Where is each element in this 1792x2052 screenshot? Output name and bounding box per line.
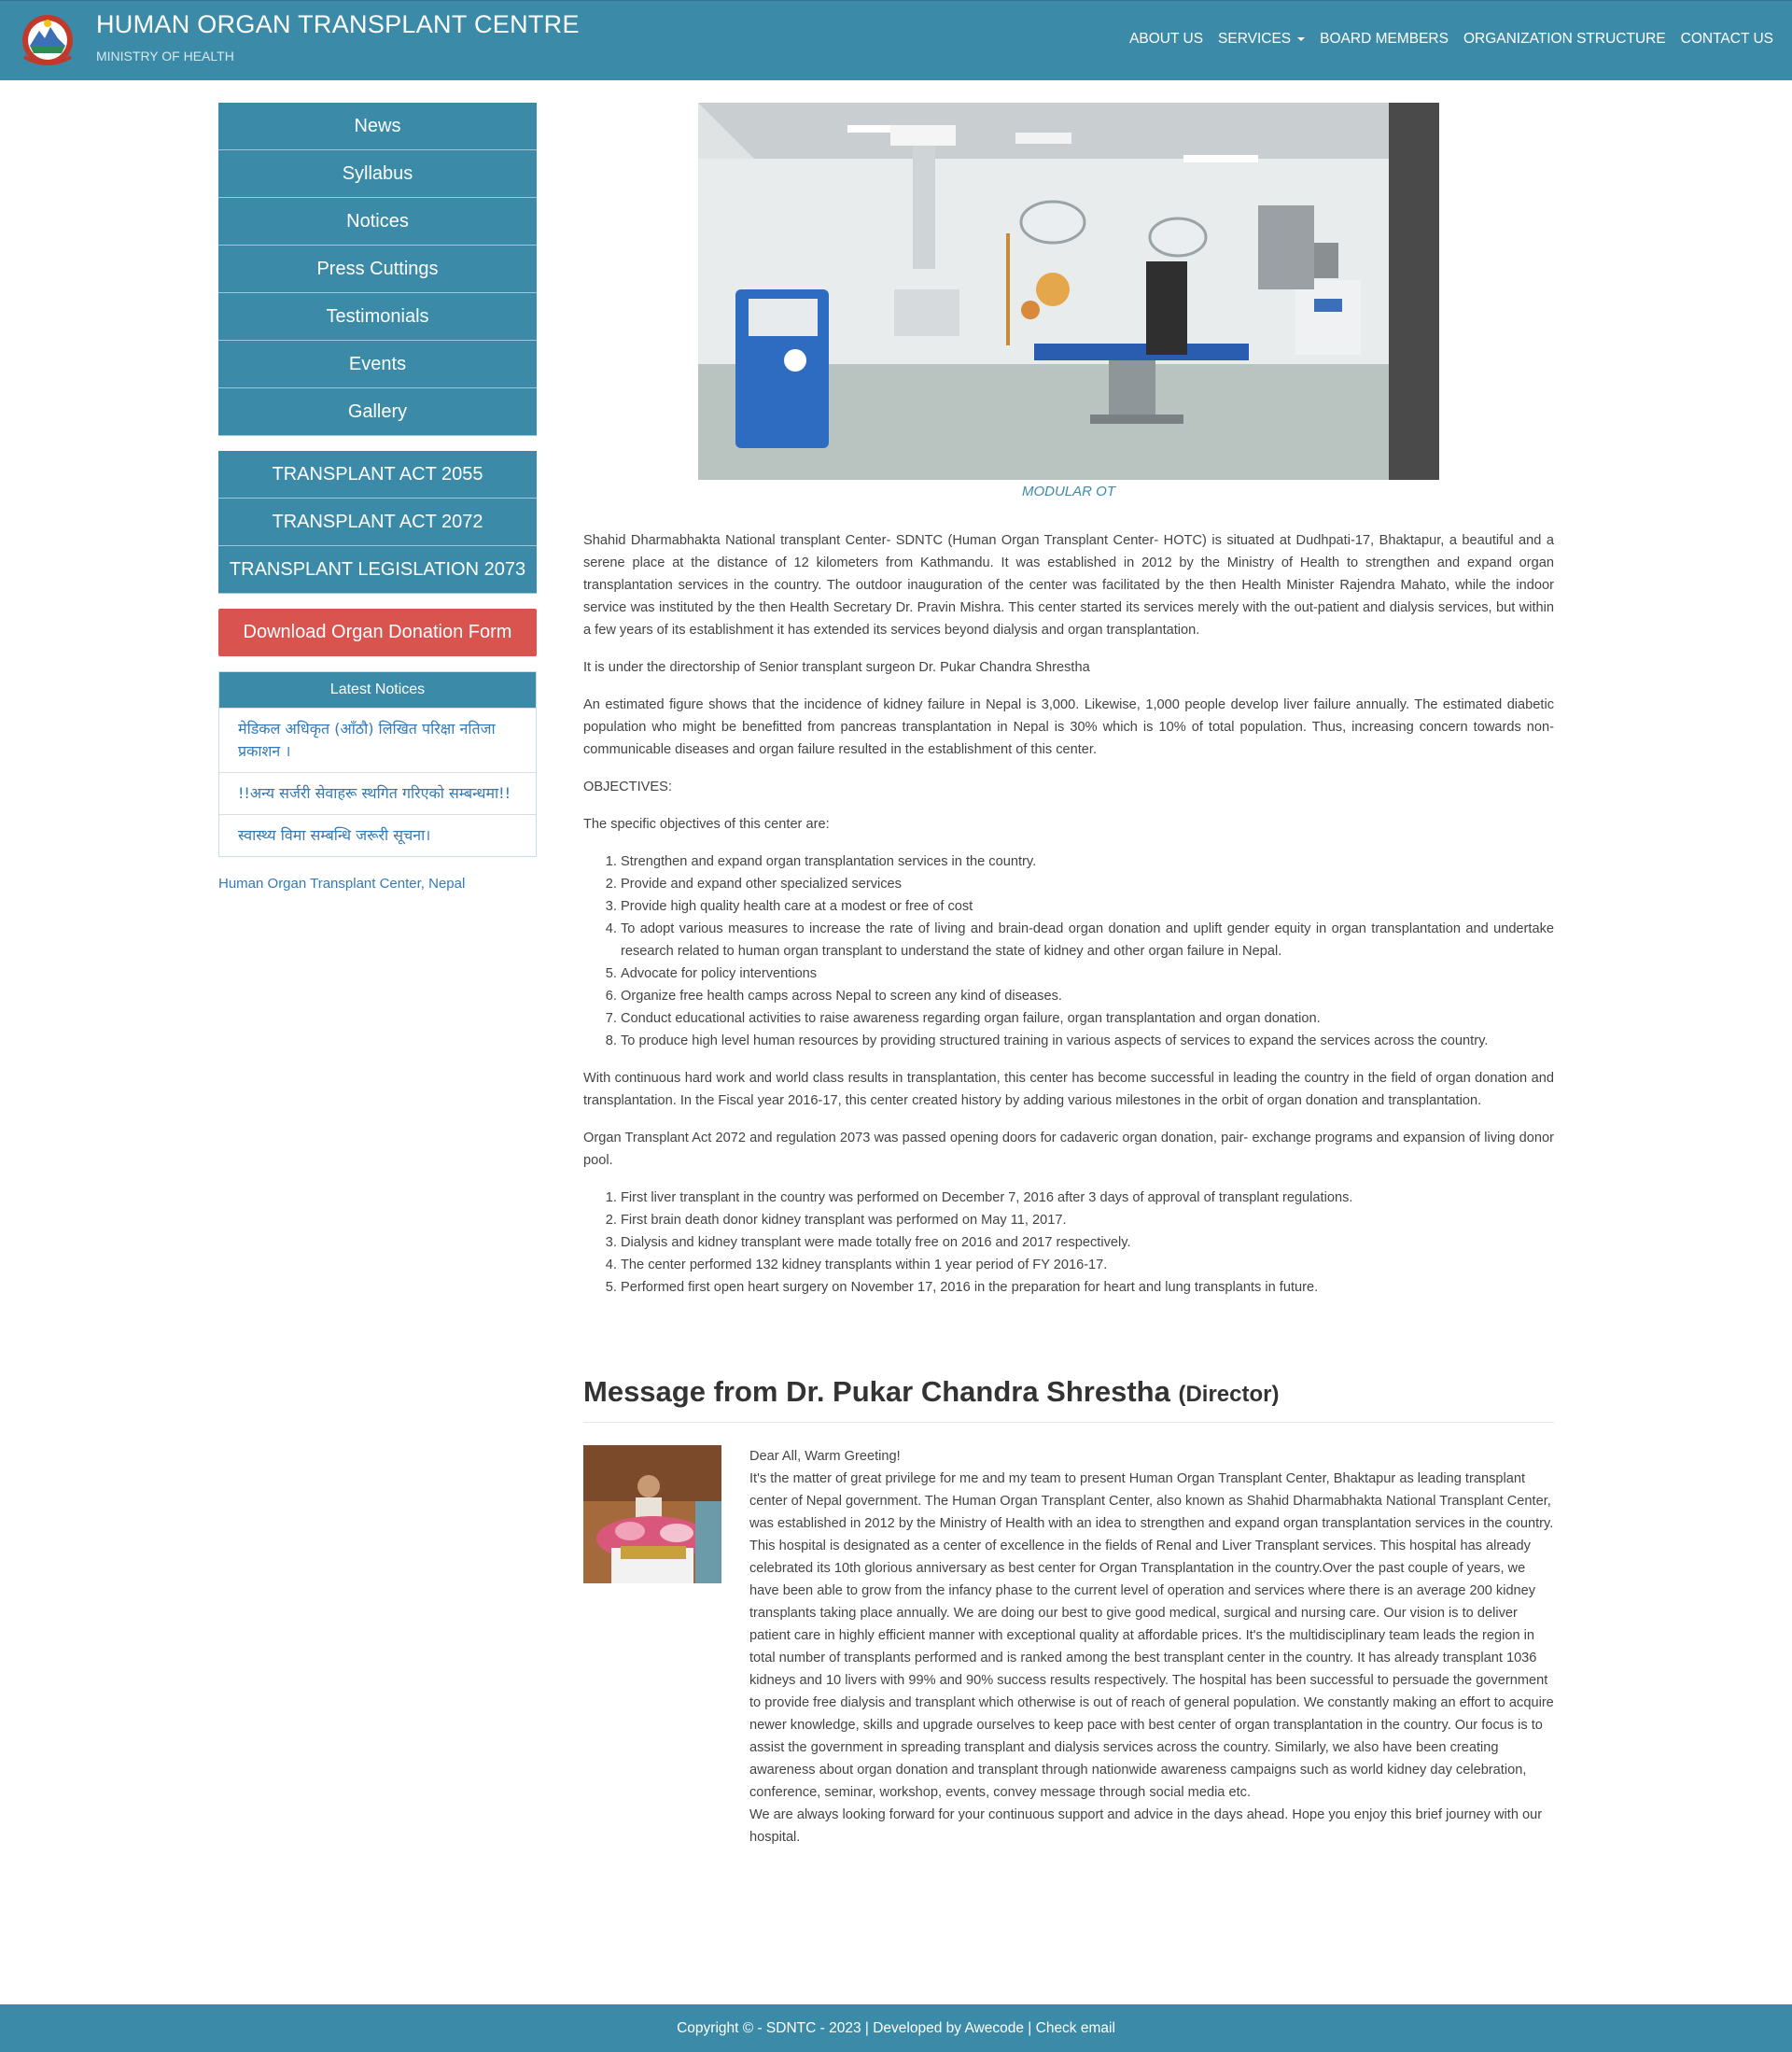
sidebar-item-press-cuttings[interactable]: Press Cuttings <box>218 246 537 293</box>
objectives-intro: The specific objectives of this center are: <box>583 817 830 832</box>
download-form-button[interactable]: Download Organ Donation Form <box>218 609 537 656</box>
intro-paragraph: Shahid Dharmabhakta National transplant Center- SDNTC (Human Organ Transplant Center- HOTC) is situated at Dudhpati-17, Bhaktapur, a beautiful and a serene place at the distance of 12 kilometers from Kathmandu. It was established in 2012 by the Ministry of Health to strengthen and expand organ transplantation services in the country. The outdoor inauguration of the center was facilitated by the then Health Minister Rajendra Mahato, while the indoor service was instituted by the then Health Secretary Dr. Pravin Mishra. This center started its services merely with the out-patient and dialysis services, but within a few years of its establishment it has extended its services beyond dialysis and organ transplantation. <box>583 533 1554 638</box>
header-bar <box>0 0 1792 80</box>
main-content <box>583 103 1554 1848</box>
results-paragraph: With continuous hard work and world class results in transplantation, this center has become successful in leading the country in the field of organ donation and transplantation. In the Fiscal year 2016-17, this center created history by adding various milestones in the orbit of organ donation and transplantation. <box>583 1071 1554 1108</box>
message-closing: We are always looking forward for your continuous support and advice in the days ahead. Hope you enjoy this brief journey with our hospital. <box>749 1807 1543 1845</box>
sidebar-item-act-2072[interactable]: TRANSPLANT ACT 2072 <box>218 499 537 546</box>
sidebar-item-notices[interactable]: Notices <box>218 198 537 246</box>
top-navigation <box>1129 31 1773 48</box>
sidebar-footer-link[interactable]: Human Organ Transplant Center, Nepal <box>218 876 466 892</box>
government-emblem-icon[interactable] <box>15 12 80 68</box>
objective-item: 7. Conduct educational activities to raise awareness regarding organ failure, organ transplantation and organ donation. <box>621 1007 1554 1030</box>
directorship-paragraph: It is under the directorship of Senior transplant surgeon Dr. Pukar Chandra Shrestha <box>583 660 1090 675</box>
milestone-item: 3. Dialysis and kidney transplant were made totally free on 2016 and 2017 respectively. <box>621 1231 1554 1254</box>
nav-services-label: SERVICES <box>1218 31 1292 47</box>
milestone-item: 5. Performed first open heart surgery on November 17, 2016 in the preparation for heart and lung transplants in future. <box>621 1276 1554 1299</box>
objective-item: 5. Advocate for policy interventions <box>621 963 1554 985</box>
director-message-text <box>749 1445 1554 1848</box>
director-photo <box>583 1445 721 1583</box>
statistics-paragraph: An estimated figure shows that the incidence of kidney failure in Nepal is 3,000. Likewise, 1,000 people develop liver failure annually. The estimated diabetic population who might be benefitted from pancreas transplantation in Nepal is 30% which is 10% of total population. Thus, increasing concern towards non- communicable diseases and organ failure resulted in the establishment of this center. <box>583 697 1554 757</box>
nav-contact-us[interactable]: CONTACT US <box>1680 31 1773 47</box>
objectives-heading: OBJECTIVES: <box>583 780 672 794</box>
sidebar-menu <box>218 103 537 436</box>
act-paragraph: Organ Transplant Act 2072 and regulation 2073 was passed opening doors for cadaveric organ donation, pair- exchange programs and expansion of living donor pool. <box>583 1131 1554 1168</box>
director-message-heading: Message from Dr. Pukar Chandra Shrestha <box>583 1375 1170 1408</box>
milestones-list <box>583 1187 1554 1299</box>
sidebar-item-syllabus[interactable]: Syllabus <box>218 150 537 198</box>
milestone-item: 2. First brain death donor kidney transplant was performed on May 11, 2017. <box>621 1209 1554 1231</box>
objective-item: 1. Strengthen and expand organ transplantation services in the country. <box>621 850 1554 873</box>
footer-check-email[interactable]: Check email <box>1035 2020 1115 2036</box>
footer <box>0 2004 1792 2052</box>
sidebar-acts <box>218 451 537 594</box>
sidebar-item-gallery[interactable]: Gallery <box>218 388 537 436</box>
objective-item: 3. Provide high quality health care at a modest or free of cost <box>621 895 1554 918</box>
nav-organization-structure[interactable]: ORGANIZATION STRUCTURE <box>1463 31 1666 47</box>
photo-caption: MODULAR OT <box>1021 484 1115 499</box>
objectives-list <box>583 850 1554 1052</box>
notice-item[interactable]: !!अन्य सर्जरी सेवाहरू स्थगित गरिएको सम्बन्धमा!! <box>219 772 536 814</box>
sidebar-item-events[interactable]: Events <box>218 341 537 388</box>
message-greeting: Dear All, Warm Greeting! <box>749 1449 901 1464</box>
footer-separator: | <box>1028 2020 1036 2036</box>
latest-notices-panel <box>218 671 537 857</box>
site-title[interactable]: HUMAN ORGAN TRANSPLANT CENTRE <box>96 10 580 38</box>
nav-services[interactable] <box>1218 31 1305 48</box>
sidebar-item-legislation-2073[interactable]: TRANSPLANT LEGISLATION 2073 <box>218 546 537 594</box>
footer-separator: | <box>864 2020 874 2036</box>
milestone-item: 1. First liver transplant in the country was performed on December 7, 2016 after 3 days of approval of transplant regulations. <box>621 1187 1554 1209</box>
latest-notices-title: Latest Notices <box>219 672 536 708</box>
notice-item[interactable]: मेडिकल अधिकृत (आँठौ) लिखित परिक्षा नतिजा प्रकाशन । <box>219 708 536 772</box>
footer-copyright: Copyright © - SDNTC - 2023 <box>677 2020 861 2036</box>
notice-item[interactable]: स्वास्थ्य विमा सम्बन्धि जरूरी सूचना। <box>219 814 536 856</box>
objective-item: 4. To adopt various measures to increase the rate of living and brain-dead organ donation and uplift gender equity in organ transplantation and undertake research related to human organ transplant to understand the state of kidney and other organ failure in Nepal. <box>621 918 1554 963</box>
sidebar-item-news[interactable]: News <box>218 103 537 150</box>
site-subtitle: MINISTRY OF HEALTH <box>96 49 234 63</box>
footer-developed-by[interactable]: Developed by Awecode <box>873 2020 1024 2036</box>
director-role: (Director) <box>1178 1382 1280 1407</box>
director-message-title <box>583 1375 1554 1423</box>
message-body: It's the matter of great privilege for me and my team to present Human Organ Transplant Center, Bhaktapur as leading transplant center of Nepal government. The Human Organ Transplant Center, also known as Shahid Dharmabhakta National Transplant Center, was established in 2012 by the Ministry of Health with an idea to strengthen and expand organ transplantation services in the country. This hospital is designated as a center of excellence in the fields of Renal and Liver Transplant services. This hospital has already celebrated its 10th glorious anniversary as best center for Organ Transplantation in the country.Over the past couple of years, we have been able to grow from the infancy phase to the current level of operation and services where there is an average 200 kidney transplants taking place annually. We are doing our best to give good medical, surgical and nursing care. Our vision is to deliver patient care in highly efficient manner with exceptional quality at affordable prices. It's the multidisciplinary team leads the region in total number of transplants performed and is ranked among the best transplant center in the country. It has already transplant 1036 kidneys and 10 livers with 99% and 90% success results respectively. The hospital has been successful to persuade the government to provide free dialysis and transplant which otherwise is out of reach of general population. We constantly making an effort to acquire newer knowledge, skills and upgrade ourselves to keep pace with best center of organ transplantation in the country. Our focus is to assist the government in spreading transplant and dialysis services across the country. Similarly, we also have been creating awareness about organ donation and transplant through nationwide awareness campaigns such as world kidney day celebration, conference, seminar, workshop, events, convey message through social media etc. <box>749 1471 1554 1800</box>
sidebar-item-testimonials[interactable]: Testimonials <box>218 293 537 341</box>
chevron-down-icon <box>1297 37 1305 41</box>
objective-item: 8. To produce high level human resources by providing structured training in various aspects of services to expand the services across the country. <box>621 1030 1554 1052</box>
nav-board-members[interactable]: BOARD MEMBERS <box>1320 31 1449 47</box>
operating-room-photo <box>698 103 1439 480</box>
milestone-item: 4. The center performed 132 kidney transplants within 1 year period of FY 2016-17. <box>621 1254 1554 1276</box>
objective-item: 2. Provide and expand other specialized services <box>621 873 1554 895</box>
objective-item: 6. Organize free health camps across Nepal to screen any kind of diseases. <box>621 985 1554 1007</box>
director-message <box>583 1445 1554 1848</box>
nav-about-us[interactable]: ABOUT US <box>1129 31 1204 47</box>
sidebar <box>218 103 537 892</box>
sidebar-item-act-2055[interactable]: TRANSPLANT ACT 2055 <box>218 451 537 499</box>
